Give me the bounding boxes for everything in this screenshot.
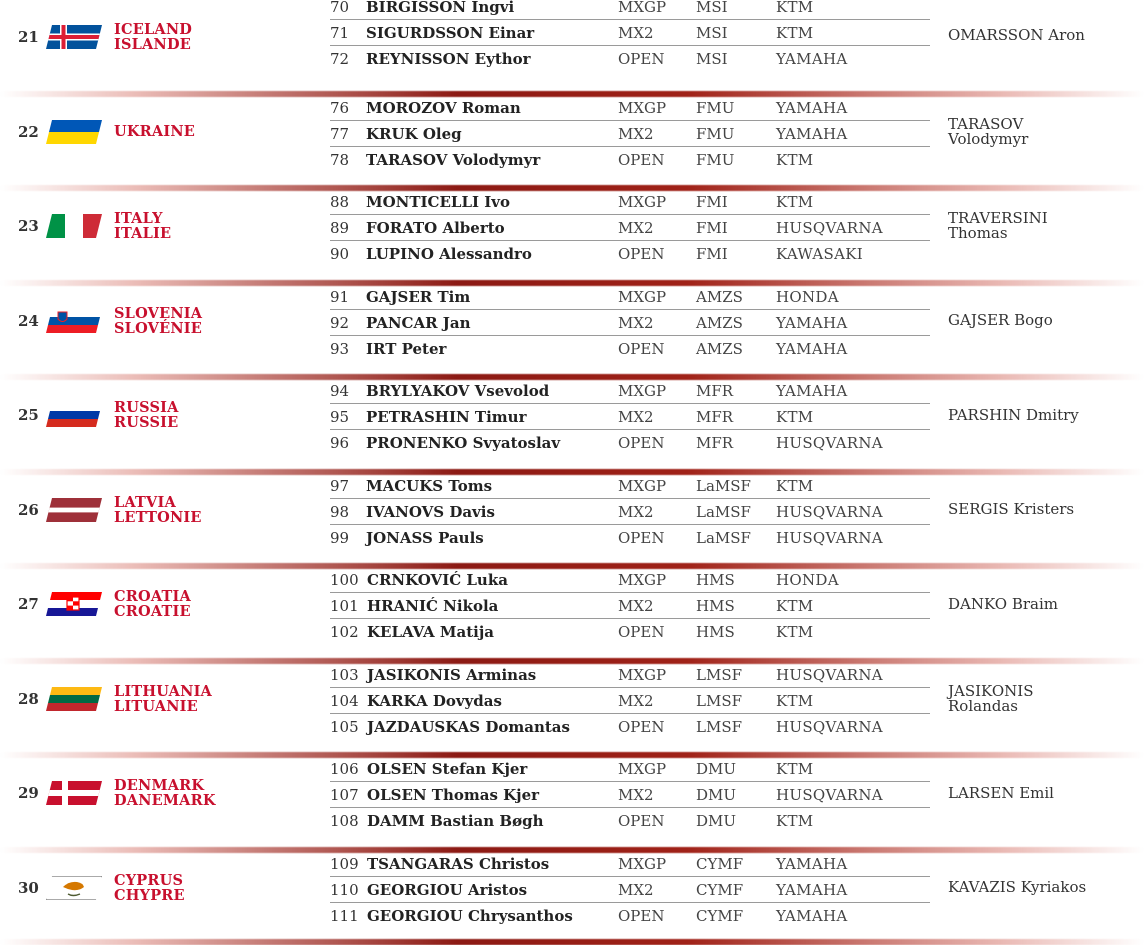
rider-list: [330, 473, 930, 550]
rider-brand: YAMAHA: [776, 98, 848, 117]
rider-row: [330, 714, 930, 739]
rider-class: MXGP: [618, 476, 667, 495]
rider-number: 101: [330, 597, 359, 615]
team-number: 30: [18, 878, 39, 897]
slovenia-flag-icon: [46, 309, 102, 333]
rider-class: OPEN: [618, 528, 665, 547]
rider-name: OLSEN Thomas Kjer: [367, 786, 540, 804]
rider-name: GEORGIOU Chrysanthos: [367, 906, 573, 925]
rider-number: 78: [330, 150, 350, 169]
rider-name: FORATO Alberto: [366, 219, 505, 237]
rider-row: [330, 851, 930, 877]
rider-name: REYNISSON Eythor: [366, 50, 531, 68]
rider-number: 90: [330, 245, 350, 263]
rider-class: MXGP: [618, 854, 667, 873]
manager-name-line: LARSEN Emil: [948, 783, 1054, 802]
rider-name: BIRGISSON Ingvi: [366, 0, 515, 16]
rider-number: 91: [330, 287, 350, 306]
team-number: 29: [18, 784, 39, 802]
team-block: [0, 851, 1144, 945]
team-manager: [948, 313, 1053, 328]
rider-name: JAZDAUSKAS Domantas: [367, 717, 570, 736]
team-block: [0, 0, 1144, 94]
denmark-flag-icon: [46, 781, 102, 805]
rider-federation: MSI: [696, 24, 728, 42]
rider-name: PETRASHIN Timur: [366, 408, 527, 426]
rider-brand: HUSQVARNA: [776, 502, 883, 521]
rider-row: [330, 782, 930, 808]
rider-brand: KTM: [776, 193, 814, 211]
rider-class: MX2: [618, 786, 654, 804]
country-name: [114, 211, 171, 241]
rider-list: [330, 0, 930, 71]
rider-class: MXGP: [618, 571, 667, 589]
rider-row: [330, 877, 930, 903]
country-name: [114, 495, 202, 525]
rider-number: 94: [330, 382, 350, 400]
rider-row: [330, 567, 930, 593]
rider-number: 104: [330, 691, 359, 710]
team-manager: [948, 114, 1029, 148]
rider-name: IVANOVS Davis: [366, 502, 495, 521]
rider-number: 109: [330, 854, 359, 873]
rider-class: OPEN: [618, 812, 665, 830]
rider-number: 98: [330, 502, 350, 521]
rider-row: [330, 0, 930, 20]
country-name: [114, 684, 212, 714]
rider-row: [330, 336, 930, 361]
rider-class: MXGP: [618, 760, 667, 778]
rider-number: 105: [330, 717, 359, 736]
rider-class: MXGP: [618, 382, 667, 400]
rider-brand: KTM: [776, 623, 814, 641]
country-name-fr: CROATIE: [114, 603, 191, 620]
team-number: 25: [18, 406, 39, 424]
team-manager: [948, 405, 1079, 424]
rider-number: 72: [330, 50, 350, 68]
country-name-en: RUSSIA: [114, 399, 179, 416]
rider-class: MX2: [618, 219, 654, 237]
rider-federation: MSI: [696, 50, 728, 68]
team-block: [0, 662, 1144, 756]
rider-list: [330, 284, 930, 361]
rider-federation: AMZS: [696, 287, 743, 306]
team-number: 27: [18, 595, 39, 613]
rider-name: GEORGIOU Aristos: [367, 880, 528, 899]
rider-row: [330, 378, 930, 404]
rider-class: MXGP: [618, 98, 667, 117]
rider-class: MX2: [618, 597, 654, 615]
rider-name: MOROZOV Roman: [366, 98, 521, 117]
rider-class: MX2: [618, 24, 654, 42]
rider-name: PRONENKO Svyatoslav: [366, 434, 561, 452]
rider-name: JASIKONIS Arminas: [367, 665, 537, 684]
rider-class: OPEN: [618, 623, 665, 641]
rider-federation: CYMF: [696, 854, 744, 873]
rider-name: BRYLYAKOV Vsevolod: [366, 382, 550, 400]
team-block: [0, 284, 1144, 378]
rider-federation: MFR: [696, 408, 734, 426]
rider-brand: KTM: [776, 0, 814, 16]
rider-list: [330, 567, 930, 644]
rider-brand: HUSQVARNA: [776, 665, 883, 684]
rider-name: TARASOV Volodymyr: [366, 150, 541, 169]
rider-brand: KTM: [776, 760, 814, 778]
rider-row: [330, 756, 930, 782]
team-number: 24: [18, 311, 39, 330]
country-name: [114, 400, 179, 430]
rider-federation: HMS: [696, 623, 735, 641]
rider-row: [330, 688, 930, 714]
country-name-en: CROATIA: [114, 588, 191, 605]
rider-name: MACUKS Toms: [366, 476, 493, 495]
rider-name: JONASS Pauls: [366, 528, 484, 547]
rider-brand: KTM: [776, 812, 814, 830]
rider-federation: AMZS: [696, 339, 743, 358]
rider-number: 93: [330, 339, 350, 358]
team-manager: [948, 783, 1054, 802]
country-name-en: CYPRUS: [114, 871, 184, 889]
rider-name: DAMM Bastian Bøgh: [367, 812, 544, 830]
rider-row: [330, 284, 930, 310]
team-number: 21: [18, 28, 39, 46]
team-number: 28: [18, 689, 39, 708]
rider-federation: FMI: [696, 219, 728, 237]
rider-federation: DMU: [696, 786, 737, 804]
team-manager: [948, 594, 1059, 613]
rider-row: [330, 473, 930, 499]
rider-federation: HMS: [696, 571, 735, 589]
rider-row: [330, 903, 930, 928]
rider-brand: YAMAHA: [776, 339, 848, 358]
country-name: [114, 589, 191, 619]
team-manager: [948, 502, 1074, 517]
rider-list: [330, 189, 930, 266]
manager-name-line: SERGIS Kristers: [948, 500, 1075, 518]
manager-name-line: DANKO Braim: [948, 594, 1059, 613]
rider-class: MXGP: [618, 287, 667, 306]
cyprus-flag-icon: [46, 876, 102, 900]
rider-name: LUPINO Alessandro: [366, 245, 532, 263]
rider-class: OPEN: [618, 906, 665, 925]
rider-name: MONTICELLI Ivo: [366, 193, 511, 211]
country-name-fr: CHYPRE: [114, 886, 185, 904]
rider-name: OLSEN Stefan Kjer: [367, 760, 528, 778]
rider-name: PANCAR Jan: [366, 313, 471, 332]
country-name-fr: ISLANDE: [114, 36, 191, 53]
team-block: [0, 756, 1144, 850]
country-name-fr: ITALIE: [114, 225, 172, 242]
russia-flag-icon: [46, 403, 102, 427]
rider-number: 99: [330, 528, 350, 547]
rider-brand: KTM: [776, 476, 814, 495]
rider-brand: HUSQVARNA: [776, 786, 883, 804]
rider-class: OPEN: [618, 245, 665, 263]
country-name-fr: SLOVÉNIE: [114, 319, 203, 337]
rider-class: OPEN: [618, 150, 665, 169]
rider-brand: YAMAHA: [776, 906, 848, 925]
rider-class: MX2: [618, 691, 654, 710]
rider-row: [330, 95, 930, 121]
country-name: [114, 778, 216, 808]
rider-federation: FMU: [696, 150, 735, 169]
rider-brand: HUSQVARNA: [776, 717, 883, 736]
rider-name: TSANGARAS Christos: [367, 854, 550, 873]
rider-brand: KAWASAKI: [776, 245, 863, 263]
rider-number: 110: [330, 880, 359, 899]
rider-number: 97: [330, 476, 350, 495]
rider-row: [330, 808, 930, 833]
rider-row: [330, 662, 930, 688]
country-name: [114, 22, 192, 52]
rider-class: OPEN: [618, 339, 665, 358]
rider-number: 106: [330, 760, 359, 778]
rider-brand: YAMAHA: [776, 382, 848, 400]
rider-federation: DMU: [696, 760, 737, 778]
lithuania-flag-icon: [46, 687, 102, 711]
rider-row: [330, 430, 930, 455]
country-name-en: ICELAND: [114, 21, 193, 38]
team-manager: [948, 880, 1086, 895]
rider-federation: FMU: [696, 124, 735, 143]
country-name: [114, 306, 202, 336]
team-number: 23: [18, 217, 39, 235]
rider-brand: KTM: [776, 597, 814, 615]
italy-flag-icon: [46, 214, 102, 238]
rider-federation: MFR: [696, 382, 734, 400]
ukraine-flag-icon: [46, 120, 102, 144]
rider-number: 103: [330, 665, 359, 684]
rider-class: MX2: [618, 313, 654, 332]
rider-federation: MFR: [696, 434, 734, 452]
manager-name-line: TARASOV: [948, 114, 1024, 133]
rider-brand: YAMAHA: [776, 50, 848, 68]
rider-brand: KTM: [776, 24, 814, 42]
rider-class: MXGP: [618, 665, 667, 684]
rider-federation: DMU: [696, 812, 737, 830]
rider-brand: YAMAHA: [776, 854, 848, 873]
rider-list: [330, 662, 930, 739]
rider-row: [330, 147, 930, 172]
country-name-fr: DANEMARK: [114, 792, 216, 809]
manager-name-line: GAJSER Bogo: [948, 311, 1053, 329]
manager-name-line: OMARSSON Aron: [948, 25, 1085, 44]
rider-name: IRT Peter: [366, 339, 447, 358]
rider-number: 76: [330, 98, 350, 117]
manager-name-line: JASIKONIS: [948, 681, 1034, 700]
rider-row: [330, 499, 930, 525]
rider-brand: HONDA: [776, 287, 839, 306]
team-manager: [948, 681, 1034, 715]
rider-class: OPEN: [618, 50, 665, 68]
rider-class: MX2: [618, 502, 654, 521]
rider-number: 71: [330, 24, 350, 42]
rider-row: [330, 46, 930, 71]
rider-federation: FMI: [696, 193, 728, 211]
rider-federation: FMU: [696, 98, 735, 117]
rider-number: 107: [330, 786, 359, 804]
team-block: [0, 473, 1144, 567]
rider-number: 89: [330, 219, 350, 237]
rider-row: [330, 310, 930, 336]
rider-number: 88: [330, 193, 350, 211]
iceland-flag-icon: [46, 25, 102, 49]
rider-list: [330, 851, 930, 928]
team-number: 22: [18, 122, 39, 141]
rider-federation: MSI: [696, 0, 728, 16]
rider-name: SIGURDSSON Einar: [366, 24, 535, 42]
rider-brand: YAMAHA: [776, 124, 848, 143]
team-block: [0, 189, 1144, 283]
rider-federation: LaMSF: [696, 476, 751, 495]
rider-brand: YAMAHA: [776, 880, 848, 899]
country-name-en: LATVIA: [114, 493, 176, 511]
country-name-fr: LETTONIE: [114, 508, 202, 526]
rider-federation: LMSF: [696, 717, 743, 736]
rider-federation: LMSF: [696, 691, 743, 710]
rider-number: 111: [330, 906, 359, 925]
rider-federation: LaMSF: [696, 528, 751, 547]
rider-row: [330, 189, 930, 215]
rider-list: [330, 95, 930, 172]
country-name-fr: LITUANIE: [114, 697, 198, 715]
manager-name-line: Thomas: [948, 224, 1008, 242]
rider-class: MXGP: [618, 193, 667, 211]
team-block: [0, 567, 1144, 661]
country-name-fr: RUSSIE: [114, 414, 179, 431]
rider-brand: KTM: [776, 408, 814, 426]
latvia-flag-icon: [46, 498, 102, 522]
country-name-en: DENMARK: [114, 777, 205, 794]
rider-row: [330, 215, 930, 241]
rider-row: [330, 404, 930, 430]
rider-brand: HONDA: [776, 571, 839, 589]
team-manager: [948, 25, 1085, 44]
rider-federation: CYMF: [696, 880, 744, 899]
rider-class: OPEN: [618, 434, 665, 452]
rider-class: MX2: [618, 408, 654, 426]
team-manager: [948, 211, 1048, 241]
manager-name-line: Rolandas: [948, 696, 1018, 715]
rider-federation: CYMF: [696, 906, 744, 925]
rider-number: 77: [330, 124, 350, 143]
rider-class: OPEN: [618, 717, 665, 736]
rider-row: [330, 593, 930, 619]
country-name: [114, 124, 195, 139]
country-name-en: UKRAINE: [114, 123, 196, 140]
rider-number: 108: [330, 812, 359, 830]
rider-name: KRUK Oleg: [366, 124, 462, 143]
rider-federation: AMZS: [696, 313, 743, 332]
rider-number: 100: [330, 571, 359, 589]
country-name-en: LITHUANIA: [114, 682, 213, 700]
team-number: 26: [18, 500, 39, 519]
rider-list: [330, 378, 930, 455]
rider-name: HRANIĆ Nikola: [367, 597, 499, 615]
manager-name-line: PARSHIN Dmitry: [948, 405, 1079, 424]
rider-brand: YAMAHA: [776, 313, 848, 332]
manager-name-line: KAVAZIS Kyriakos: [948, 878, 1087, 896]
rider-brand: KTM: [776, 691, 814, 710]
rider-number: 102: [330, 623, 359, 641]
rider-name: GAJSER Tim: [366, 287, 471, 306]
croatia-flag-icon: [46, 592, 102, 616]
rider-federation: FMI: [696, 245, 728, 263]
rider-brand: HUSQVARNA: [776, 219, 883, 237]
rider-class: MX2: [618, 880, 654, 899]
team-block: [0, 378, 1144, 472]
rider-federation: LaMSF: [696, 502, 751, 521]
rider-number: 92: [330, 313, 350, 332]
rider-class: MXGP: [618, 0, 667, 16]
rider-name: KARKA Dovydas: [367, 691, 502, 710]
country-name-en: SLOVENIA: [114, 304, 203, 322]
rider-brand: HUSQVARNA: [776, 528, 883, 547]
rider-row: [330, 241, 930, 266]
rider-federation: LMSF: [696, 665, 743, 684]
rider-list: [330, 756, 930, 833]
manager-name-line: TRAVERSINI: [948, 209, 1048, 227]
rider-number: 96: [330, 434, 350, 452]
rider-brand: KTM: [776, 150, 814, 169]
rider-row: [330, 121, 930, 147]
country-name-en: ITALY: [114, 210, 163, 227]
rider-name: KELAVA Matija: [367, 623, 494, 641]
rider-brand: HUSQVARNA: [776, 434, 883, 452]
team-block: [0, 95, 1144, 189]
rider-row: [330, 20, 930, 46]
manager-name-line: Volodymyr: [948, 129, 1029, 148]
rider-row: [330, 619, 930, 644]
rider-number: 95: [330, 408, 350, 426]
rider-name: CRNKOVIĆ Luka: [367, 571, 508, 589]
rider-row: [330, 525, 930, 550]
rider-number: 70: [330, 0, 350, 16]
country-name: [114, 873, 185, 903]
rider-federation: HMS: [696, 597, 735, 615]
rider-class: MX2: [618, 124, 654, 143]
